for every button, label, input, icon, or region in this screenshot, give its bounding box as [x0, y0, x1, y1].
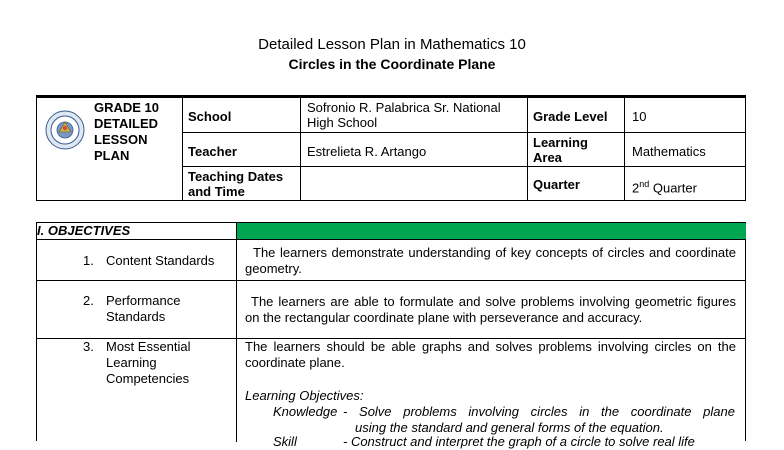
school-label: School: [188, 109, 232, 124]
objectives-table: [36, 222, 746, 449]
skill-label: Skill: [273, 434, 297, 449]
performance-standards-label: Performance Standards: [106, 293, 181, 324]
lesson-header-table: [36, 95, 746, 201]
quarter-value: 2nd Quarter: [632, 179, 697, 196]
objectives-heading: I. OBJECTIVES: [37, 223, 131, 238]
competencies-text: The learners should be able graphs and solves problems involving circles on the coordinate plane.: [245, 339, 736, 370]
teacher-label: Teacher: [188, 144, 237, 159]
knowledge-line-2: using the standard and general forms of the equation.: [355, 420, 664, 435]
teaching-dates-label: Teaching Dates and Time: [188, 169, 284, 199]
grade-level-value: 10: [632, 109, 647, 124]
learning-area-value: Mathematics: [632, 144, 706, 159]
learning-area-label: Learning Area: [533, 135, 588, 165]
document-subtitle: Circles in the Coordinate Plane: [288, 56, 496, 72]
objective-number: 3.: [83, 339, 94, 354]
learning-objectives-heading: Learning Objectives:: [245, 388, 364, 403]
deped-seal-icon: [45, 110, 85, 150]
performance-standards-text: The learners are able to formulate and solve problems involving geometric figures on the rectangular coordinate plane with perseverance and accuracy.: [245, 294, 736, 325]
competencies-label: Most Essential Learning Competencies: [106, 339, 191, 386]
knowledge-line-1: - Solve problems involving circles in the coordinate plane: [343, 404, 735, 419]
content-standards-label: Content Standards: [106, 253, 215, 268]
quarter-label: Quarter: [533, 177, 580, 192]
knowledge-label: Knowledge: [273, 404, 338, 419]
objectives-green-bar: [237, 223, 746, 239]
document-title: Detailed Lesson Plan in Mathematics 10: [258, 36, 526, 53]
skill-line: - Construct and interpret the graph of a circle to solve real life: [343, 434, 695, 449]
objective-number: 2.: [83, 293, 94, 308]
school-value: Sofronio R. Palabrica Sr. National High School: [307, 100, 501, 130]
teacher-value: Estrelieta R. Artango: [307, 144, 427, 159]
objective-number: 1.: [83, 253, 94, 268]
grade-detailed-lesson-plan-label: GRADE 10 DETAILED LESSON PLAN: [94, 100, 160, 163]
content-standards-text: The learners demonstrate understanding of key concepts of circles and coordinate geometry.: [245, 245, 736, 276]
grade-level-label: Grade Level: [533, 109, 608, 124]
